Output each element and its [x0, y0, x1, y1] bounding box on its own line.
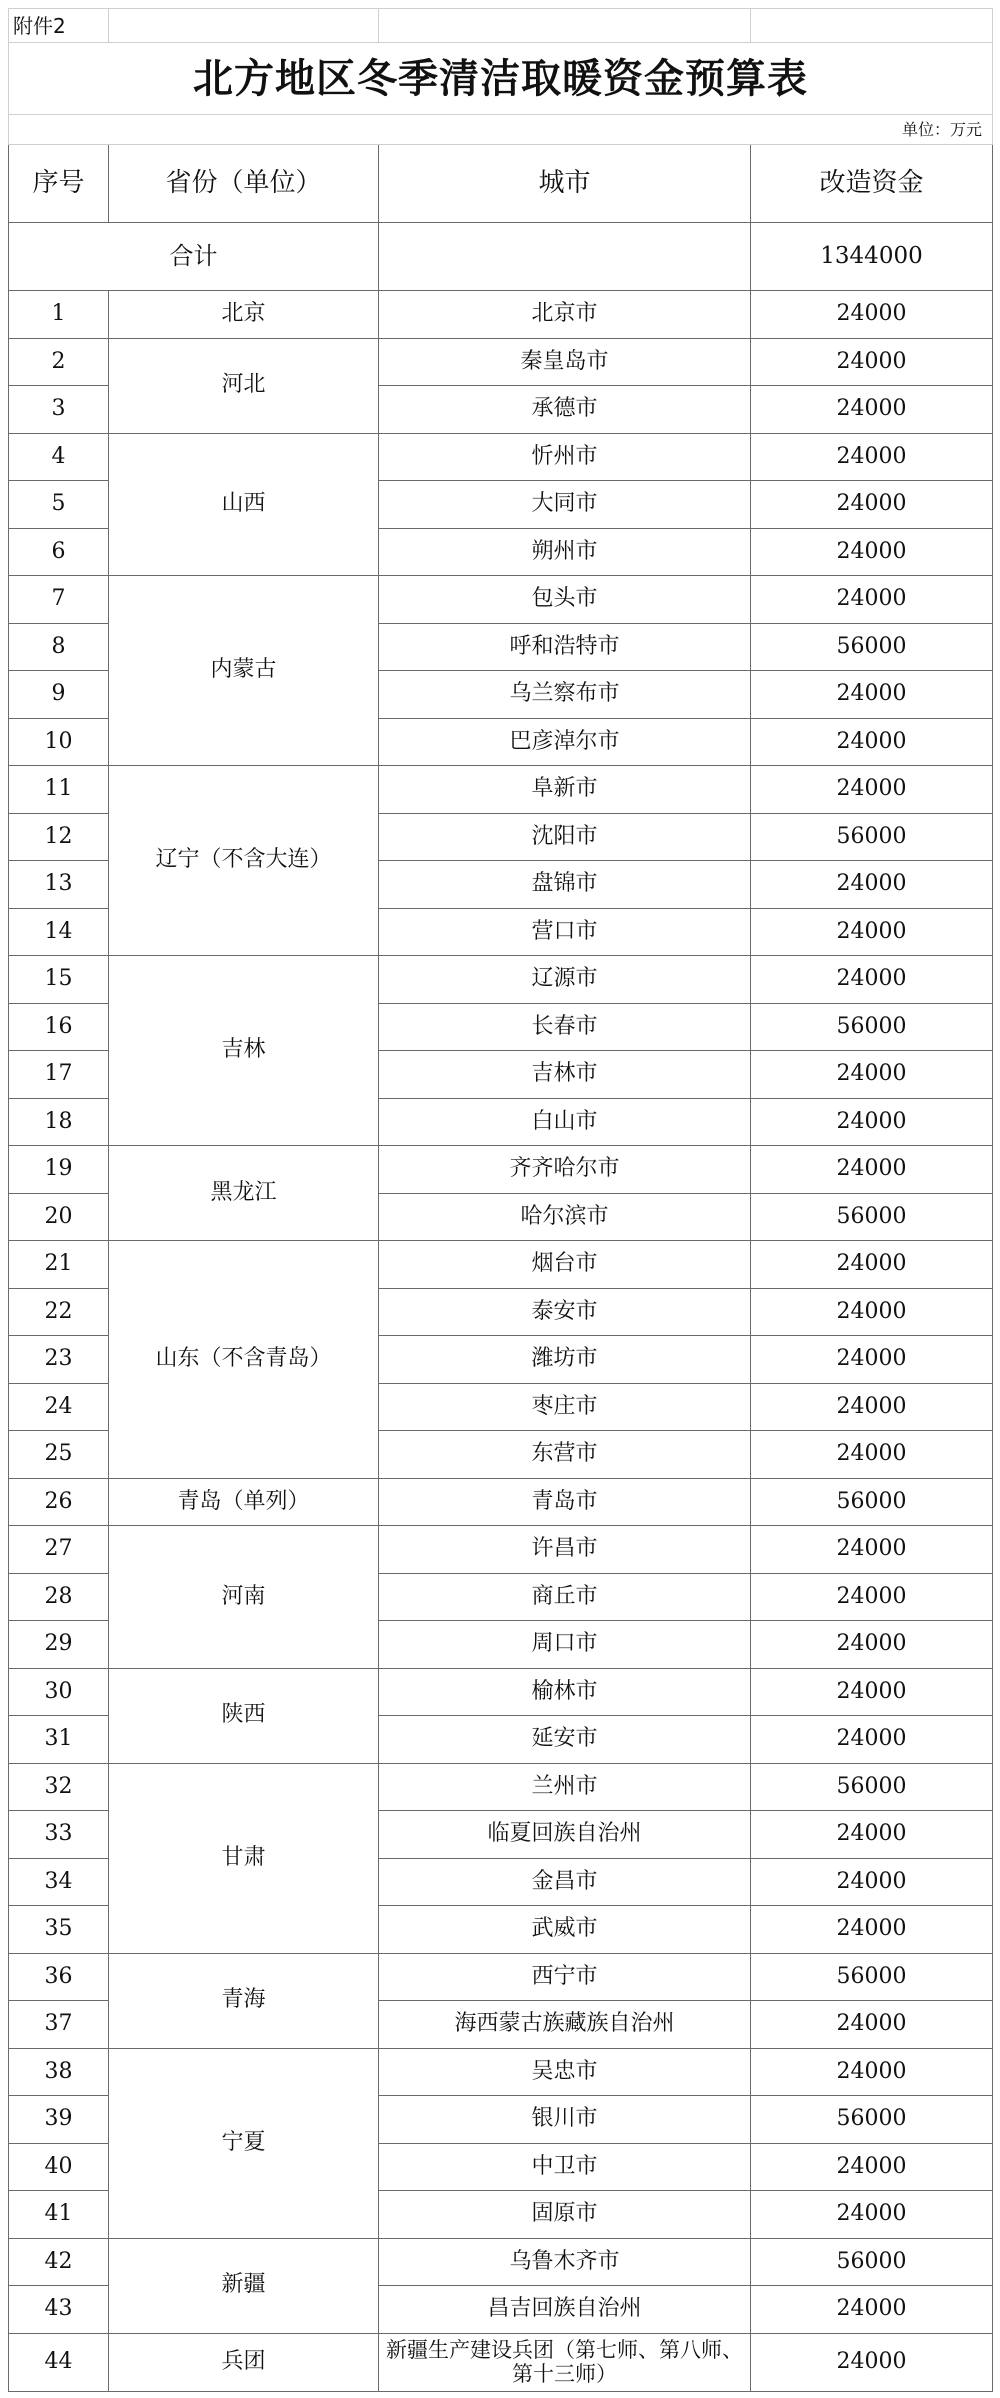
row-seq: 13 — [9, 861, 109, 909]
row-fund: 24000 — [751, 1383, 993, 1431]
annex-label: 附件2 — [9, 9, 109, 43]
table-row — [9, 766, 993, 814]
row-fund: 56000 — [751, 2238, 993, 2286]
row-seq: 27 — [9, 1526, 109, 1574]
row-seq: 9 — [9, 671, 109, 719]
row-fund: 24000 — [751, 956, 993, 1004]
row-seq: 30 — [9, 1668, 109, 1716]
row-province: 辽宁（不含大连） — [109, 766, 379, 956]
row-city: 榆林市 — [379, 1668, 751, 1716]
table-row — [9, 576, 993, 624]
row-seq: 38 — [9, 2048, 109, 2096]
row-fund: 24000 — [751, 766, 993, 814]
row-fund: 24000 — [751, 2048, 993, 2096]
row-city: 乌鲁木齐市 — [379, 2238, 751, 2286]
row-seq: 35 — [9, 1906, 109, 1954]
row-city: 烟台市 — [379, 1241, 751, 1289]
row-city: 呼和浩特市 — [379, 623, 751, 671]
row-seq: 5 — [9, 481, 109, 529]
row-city: 承德市 — [379, 386, 751, 434]
row-seq: 24 — [9, 1383, 109, 1431]
row-fund: 24000 — [751, 718, 993, 766]
row-seq: 32 — [9, 1763, 109, 1811]
row-city: 新疆生产建设兵团（第七师、第八师、第十三师） — [379, 2333, 751, 2391]
row-city: 辽源市 — [379, 956, 751, 1004]
row-seq: 34 — [9, 1858, 109, 1906]
row-fund: 24000 — [751, 433, 993, 481]
row-fund: 56000 — [751, 623, 993, 671]
row-fund: 56000 — [751, 1193, 993, 1241]
row-province: 兵团 — [109, 2333, 379, 2391]
row-city: 临夏回族自治州 — [379, 1811, 751, 1859]
unit-note: 单位：万元 — [9, 115, 993, 145]
row-fund: 24000 — [751, 338, 993, 386]
row-seq: 8 — [9, 623, 109, 671]
row-city: 中卫市 — [379, 2143, 751, 2191]
row-city: 朔州市 — [379, 528, 751, 576]
row-city: 泰安市 — [379, 1288, 751, 1336]
row-city: 沈阳市 — [379, 813, 751, 861]
row-fund: 24000 — [751, 2001, 993, 2049]
row-fund: 24000 — [751, 908, 993, 956]
row-seq: 37 — [9, 2001, 109, 2049]
row-city: 秦皇岛市 — [379, 338, 751, 386]
table-row — [9, 1241, 993, 1289]
row-seq: 36 — [9, 1953, 109, 2001]
row-city: 阜新市 — [379, 766, 751, 814]
row-seq: 23 — [9, 1336, 109, 1384]
row-fund: 24000 — [751, 528, 993, 576]
row-seq: 4 — [9, 433, 109, 481]
row-seq: 40 — [9, 2143, 109, 2191]
row-seq: 3 — [9, 386, 109, 434]
row-city: 周口市 — [379, 1621, 751, 1669]
row-fund: 24000 — [751, 671, 993, 719]
row-seq: 14 — [9, 908, 109, 956]
row-city: 白山市 — [379, 1098, 751, 1146]
row-fund: 56000 — [751, 1478, 993, 1526]
total-value: 1344000 — [751, 223, 993, 291]
row-fund: 24000 — [751, 861, 993, 909]
budget-table — [8, 8, 993, 2392]
row-seq: 1 — [9, 291, 109, 339]
row-province: 新疆 — [109, 2238, 379, 2333]
row-fund: 24000 — [751, 1431, 993, 1479]
row-fund: 24000 — [751, 291, 993, 339]
unit-row — [9, 115, 993, 145]
row-seq: 17 — [9, 1051, 109, 1099]
row-fund: 24000 — [751, 386, 993, 434]
row-city: 延安市 — [379, 1716, 751, 1764]
row-seq: 16 — [9, 1003, 109, 1051]
row-fund: 24000 — [751, 1288, 993, 1336]
budget-sheet — [8, 8, 992, 2392]
row-city: 乌兰察布市 — [379, 671, 751, 719]
row-fund: 56000 — [751, 813, 993, 861]
row-province: 陕西 — [109, 1668, 379, 1763]
row-seq: 2 — [9, 338, 109, 386]
row-fund: 24000 — [751, 1573, 993, 1621]
row-city: 北京市 — [379, 291, 751, 339]
row-seq: 43 — [9, 2286, 109, 2334]
row-seq: 18 — [9, 1098, 109, 1146]
row-city: 吉林市 — [379, 1051, 751, 1099]
row-seq: 12 — [9, 813, 109, 861]
row-city: 巴彦淖尔市 — [379, 718, 751, 766]
row-fund: 24000 — [751, 2191, 993, 2239]
header-row — [9, 145, 993, 223]
row-province: 河南 — [109, 1526, 379, 1669]
table-row — [9, 2238, 993, 2286]
row-seq: 26 — [9, 1478, 109, 1526]
row-province: 山东（不含青岛） — [109, 1241, 379, 1479]
row-city: 枣庄市 — [379, 1383, 751, 1431]
header-province: 省份（单位） — [109, 145, 379, 223]
table-row — [9, 1953, 993, 2001]
row-seq: 6 — [9, 528, 109, 576]
table-row — [9, 2333, 993, 2391]
row-fund: 56000 — [751, 1953, 993, 2001]
table-row — [9, 1478, 993, 1526]
row-seq: 15 — [9, 956, 109, 1004]
row-seq: 42 — [9, 2238, 109, 2286]
row-province: 青海 — [109, 1953, 379, 2048]
row-city: 大同市 — [379, 481, 751, 529]
row-city: 青岛市 — [379, 1478, 751, 1526]
row-seq: 21 — [9, 1241, 109, 1289]
row-province: 青岛（单列） — [109, 1478, 379, 1526]
table-row — [9, 433, 993, 481]
row-city: 固原市 — [379, 2191, 751, 2239]
row-fund: 24000 — [751, 1621, 993, 1669]
table-row — [9, 956, 993, 1004]
row-city: 商丘市 — [379, 1573, 751, 1621]
row-seq: 33 — [9, 1811, 109, 1859]
row-fund: 24000 — [751, 2143, 993, 2191]
row-seq: 20 — [9, 1193, 109, 1241]
row-fund: 24000 — [751, 1336, 993, 1384]
row-city: 武威市 — [379, 1906, 751, 1954]
row-city: 东营市 — [379, 1431, 751, 1479]
row-seq: 22 — [9, 1288, 109, 1336]
row-seq: 25 — [9, 1431, 109, 1479]
row-city: 金昌市 — [379, 1858, 751, 1906]
row-province: 吉林 — [109, 956, 379, 1146]
row-fund: 24000 — [751, 1858, 993, 1906]
row-city: 哈尔滨市 — [379, 1193, 751, 1241]
row-fund: 24000 — [751, 1098, 993, 1146]
row-seq: 7 — [9, 576, 109, 624]
table-row — [9, 1526, 993, 1574]
row-fund: 24000 — [751, 2286, 993, 2334]
row-seq: 10 — [9, 718, 109, 766]
row-seq: 31 — [9, 1716, 109, 1764]
table-row — [9, 1763, 993, 1811]
row-province: 宁夏 — [109, 2048, 379, 2238]
row-city: 齐齐哈尔市 — [379, 1146, 751, 1194]
row-seq: 19 — [9, 1146, 109, 1194]
row-city: 银川市 — [379, 2096, 751, 2144]
row-fund: 24000 — [751, 1051, 993, 1099]
title-row — [9, 43, 993, 115]
row-city: 长春市 — [379, 1003, 751, 1051]
row-fund: 24000 — [751, 1241, 993, 1289]
page-title: 北方地区冬季清洁取暖资金预算表 — [9, 43, 993, 115]
row-fund: 24000 — [751, 576, 993, 624]
total-label: 合计 — [9, 223, 379, 291]
table-row — [9, 2048, 993, 2096]
row-city: 盘锦市 — [379, 861, 751, 909]
row-fund: 24000 — [751, 1716, 993, 1764]
row-province: 甘肃 — [109, 1763, 379, 1953]
row-fund: 24000 — [751, 1146, 993, 1194]
row-seq: 28 — [9, 1573, 109, 1621]
annex-row — [9, 9, 993, 43]
table-row — [9, 1146, 993, 1194]
row-seq: 29 — [9, 1621, 109, 1669]
table-row — [9, 291, 993, 339]
row-fund: 56000 — [751, 2096, 993, 2144]
row-fund: 24000 — [751, 1906, 993, 1954]
total-row — [9, 223, 993, 291]
row-fund: 24000 — [751, 1811, 993, 1859]
row-city: 营口市 — [379, 908, 751, 956]
row-city: 昌吉回族自治州 — [379, 2286, 751, 2334]
row-province: 内蒙古 — [109, 576, 379, 766]
row-province: 河北 — [109, 338, 379, 433]
row-city: 兰州市 — [379, 1763, 751, 1811]
row-fund: 24000 — [751, 2333, 993, 2391]
row-province: 北京 — [109, 291, 379, 339]
row-fund: 24000 — [751, 1526, 993, 1574]
row-seq: 41 — [9, 2191, 109, 2239]
table-row — [9, 1668, 993, 1716]
row-fund: 24000 — [751, 481, 993, 529]
row-seq: 44 — [9, 2333, 109, 2391]
row-city: 忻州市 — [379, 433, 751, 481]
row-fund: 56000 — [751, 1003, 993, 1051]
row-city: 包头市 — [379, 576, 751, 624]
row-province: 黑龙江 — [109, 1146, 379, 1241]
header-city: 城市 — [379, 145, 751, 223]
header-fund: 改造资金 — [751, 145, 993, 223]
row-fund: 56000 — [751, 1763, 993, 1811]
row-city: 许昌市 — [379, 1526, 751, 1574]
row-city: 海西蒙古族藏族自治州 — [379, 2001, 751, 2049]
row-seq: 39 — [9, 2096, 109, 2144]
row-seq: 11 — [9, 766, 109, 814]
row-province: 山西 — [109, 433, 379, 576]
row-fund: 24000 — [751, 1668, 993, 1716]
table-row — [9, 338, 993, 386]
row-city: 潍坊市 — [379, 1336, 751, 1384]
header-seq: 序号 — [9, 145, 109, 223]
row-city: 吴忠市 — [379, 2048, 751, 2096]
row-city: 西宁市 — [379, 1953, 751, 2001]
total-city-empty — [379, 223, 751, 291]
